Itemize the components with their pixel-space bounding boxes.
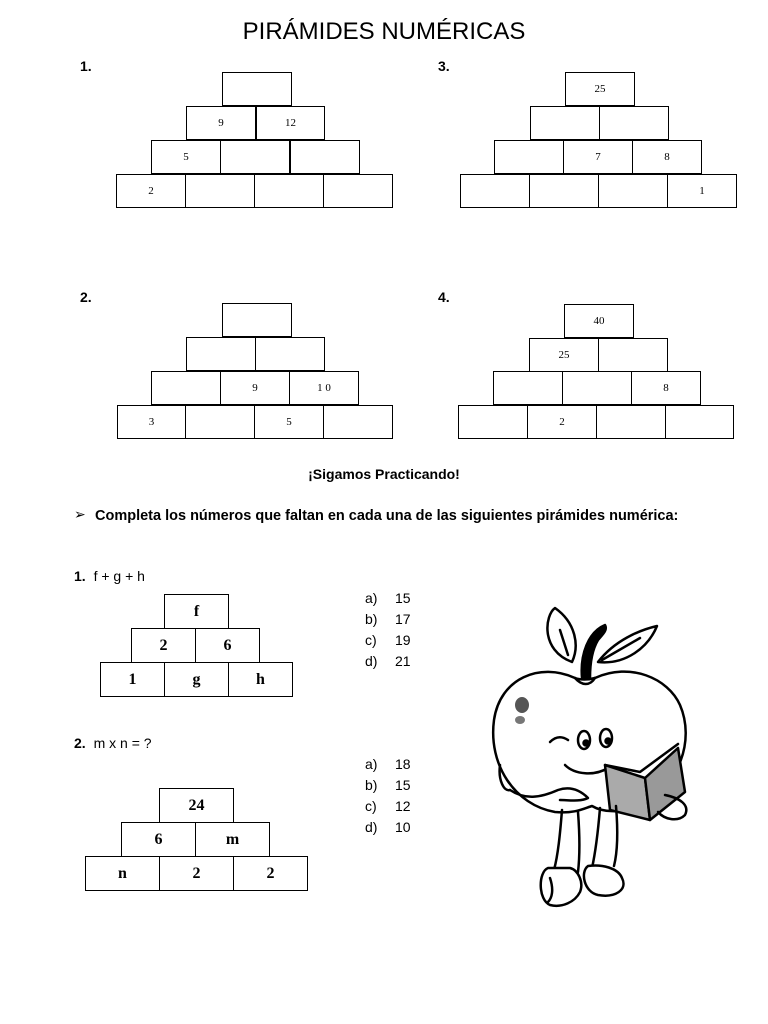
question-number: 2.: [74, 735, 86, 751]
pyramid-cell: [460, 174, 530, 208]
pyramid-cell: [255, 337, 325, 371]
pyramid-cell: [598, 174, 668, 208]
pyramid-cell: 2: [159, 856, 234, 891]
answer-option[interactable]: a) 15: [365, 590, 411, 606]
pyramid-cell: 7: [563, 140, 633, 174]
practice-heading: ¡Sigamos Practicando!: [308, 466, 460, 482]
pyramid-cell: g: [164, 662, 229, 697]
pyramid-cell: 8: [631, 371, 701, 405]
pyramid-cell: 25: [565, 72, 635, 106]
pyramid-cell: [493, 371, 563, 405]
pyramid-cell: 9: [220, 371, 290, 405]
pyramid-cell: 1 0: [289, 371, 359, 405]
pyramid-cell: [458, 405, 528, 439]
pyramid-cell: [185, 405, 255, 439]
pyramid-2-number: 2.: [80, 289, 92, 305]
pyramid-3-number: 3.: [438, 58, 450, 74]
pyramid-cell: [323, 405, 393, 439]
pyramid-cell: 5: [254, 405, 324, 439]
question-2-options: [365, 754, 411, 838]
question-2: [74, 735, 152, 751]
answer-option[interactable]: c) 12: [365, 798, 411, 814]
pyramid-cell: [220, 140, 290, 174]
instruction-text: Completa los números que faltan en cada una de las siguientes pirámides numérica:: [95, 508, 679, 524]
pyramid-cell: n: [85, 856, 160, 891]
question-1: [74, 568, 145, 584]
pyramid-cell: 24: [159, 788, 234, 823]
pyramid-cell: 2: [527, 405, 597, 439]
pyramid-1-number: 1.: [80, 58, 92, 74]
answer-option[interactable]: c) 19: [365, 632, 411, 648]
pyramid-cell: m: [195, 822, 270, 857]
pyramid-cell: [529, 174, 599, 208]
pyramid-cell: 2: [116, 174, 186, 208]
answer-option[interactable]: b) 15: [365, 777, 411, 793]
pyramid-cell: 2: [233, 856, 308, 891]
pyramid-cell: [596, 405, 666, 439]
pyramid-cell: [562, 371, 632, 405]
pyramid-cell: 6: [121, 822, 196, 857]
arrow-bullet-icon: ➢: [74, 506, 86, 522]
pyramid-cell: 2: [131, 628, 196, 663]
pyramid-cell: [599, 106, 669, 140]
question-expression: f + g + h: [93, 568, 145, 584]
pyramid-cell: [151, 371, 221, 405]
pyramid-cell: [222, 72, 292, 106]
pyramid-cell: 1: [100, 662, 165, 697]
pyramid-cell: [665, 405, 734, 439]
pyramid-cell: 5: [151, 140, 221, 174]
question-number: 1.: [74, 568, 86, 584]
pyramid-cell: 6: [195, 628, 260, 663]
apple-reading-book-icon: [480, 600, 710, 915]
pyramid-4-number: 4.: [438, 289, 450, 305]
pyramid-cell: [185, 174, 255, 208]
pyramid-cell: [290, 140, 360, 174]
pyramid-cell: [530, 106, 600, 140]
pyramid-cell: h: [228, 662, 293, 697]
pyramid-cell: f: [164, 594, 229, 629]
pyramid-cell: [222, 303, 292, 337]
question-1-options: [365, 588, 411, 672]
pyramid-cell: [254, 174, 324, 208]
answer-option[interactable]: d) 21: [365, 653, 411, 669]
pyramid-cell: [323, 174, 393, 208]
question-expression: m x n = ?: [93, 735, 152, 751]
pyramid-cell: [494, 140, 564, 174]
pyramid-cell: [186, 337, 256, 371]
pyramid-cell: 1: [667, 174, 737, 208]
pyramid-cell: 9: [186, 106, 256, 140]
page-title: PIRÁMIDES NUMÉRICAS: [242, 18, 526, 45]
pyramid-cell: 25: [529, 338, 599, 372]
pyramid-cell: [598, 338, 668, 372]
pyramid-cell: 8: [632, 140, 702, 174]
pyramid-cell: 3: [117, 405, 186, 439]
answer-option[interactable]: a) 18: [365, 756, 411, 772]
answer-option[interactable]: d) 10: [365, 819, 411, 835]
pyramid-cell: 40: [564, 304, 634, 338]
answer-option[interactable]: b) 17: [365, 611, 411, 627]
pyramid-cell: 12: [256, 106, 325, 140]
